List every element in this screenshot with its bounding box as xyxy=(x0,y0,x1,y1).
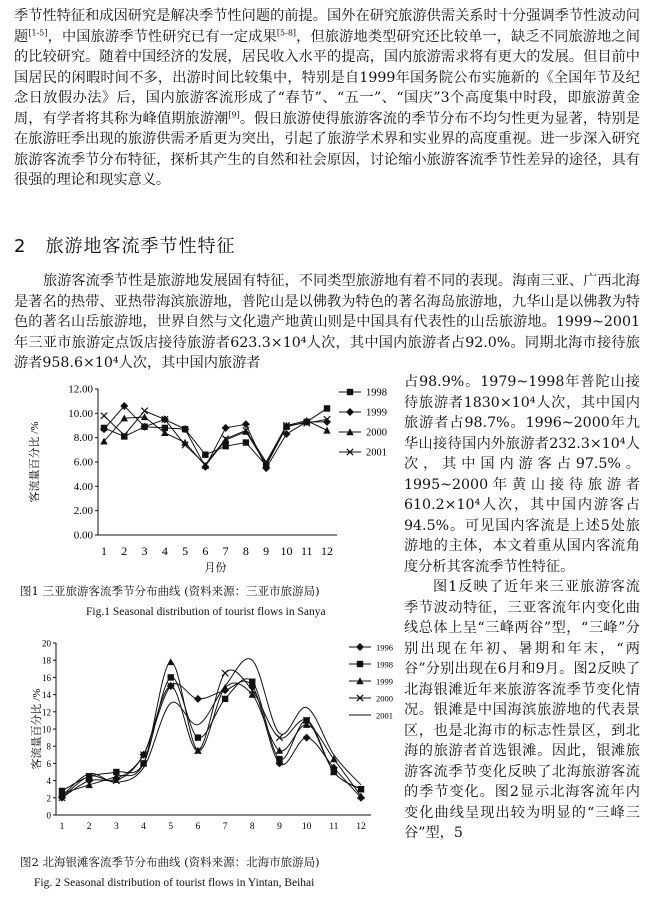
x-tick-label: 10 xyxy=(301,822,312,832)
y-tick-label: 18 xyxy=(42,655,51,666)
legend-marker xyxy=(357,661,363,667)
series-2000 xyxy=(100,413,330,469)
x-tick-label: 4 xyxy=(141,822,146,832)
legend-label: 1998 xyxy=(366,387,387,399)
y-tick-label: 20 xyxy=(42,638,51,649)
x-tick-label: 7 xyxy=(222,544,229,558)
y-tick-label: 4 xyxy=(46,776,51,787)
x-tick-label: 5 xyxy=(182,544,189,558)
y-tick-label: 4.00 xyxy=(73,480,93,493)
data-point xyxy=(121,433,127,439)
data-point xyxy=(276,756,282,762)
legend-entry-2001 xyxy=(339,448,387,459)
y-tick-label: 2.00 xyxy=(73,505,93,518)
x-tick-label: 12 xyxy=(356,822,366,832)
beihai-chart xyxy=(14,635,399,840)
x-tick-label: 9 xyxy=(277,822,282,832)
legend-label: 2001 xyxy=(376,710,393,721)
x-tick-label: 5 xyxy=(168,822,174,832)
x-tick-label: 12 xyxy=(321,544,333,558)
data-point xyxy=(243,439,249,445)
y-tick-label: 16 xyxy=(42,672,51,683)
data-point xyxy=(303,734,311,742)
data-point xyxy=(101,413,107,419)
section-heading: 2 旅游地客流季节性特征 xyxy=(14,236,236,257)
x-tick-label: 3 xyxy=(141,544,148,558)
figure-2 xyxy=(14,635,399,840)
x-tick-label: 1 xyxy=(59,822,65,832)
legend-label: 2000 xyxy=(376,693,393,704)
x-tick-label: 7 xyxy=(222,822,228,832)
data-point xyxy=(323,427,330,434)
x-tick-label: 3 xyxy=(113,822,119,832)
paragraph-intro: 季节性特征和成因研究是解决季节性问题的前提。国外在研究旅游供需关系时十分强调季节性波动问题[1-5]，中国旅游季节性研究已有一定成果[5-8]，但旅游地类型研究还比较单一，缺乏不同旅游地之间的比较研究。随着中国经济的发展，居民收入水平的提高，国内旅游需求将有更大的发展。但目前中国居民的闲暇时间不多，出游时间比较集中，特别是自1999年国务院公布实施新的《全国年节及纪念日放假办法》后，国内旅游客流形成了“春节”、“五一”、“国庆”3个高度集中时段，即旅游黄金周，有学者将其称为峰值期旅游潮[9]。假日旅游使得旅游客流的季节分布不均匀性更为显著，特别是在旅游旺季出现的旅游供需矛盾更为突出，引起了旅游学术界和实业界的高度重视。进一步深入研究旅游客流季节分布特征，探析其产生的自然和社会原因，讨论缩小旅游客流季节性差异的途径，具有很强的理论和现实意义。 xyxy=(14,8,640,188)
data-point xyxy=(249,679,255,685)
legend-entry-1996 xyxy=(349,643,393,653)
y-tick-label: 8 xyxy=(46,741,51,752)
data-point xyxy=(85,781,92,788)
legend-label: 1999 xyxy=(366,407,387,419)
data-point xyxy=(195,734,201,740)
x-tick-label: 11 xyxy=(329,822,339,832)
x-axis-label: 月份 xyxy=(204,562,227,574)
y-tick-label: 6 xyxy=(46,758,51,769)
data-point xyxy=(276,734,282,740)
x-tick-label: 2 xyxy=(121,544,128,558)
legend-label: 1999 xyxy=(376,676,393,687)
legend-entry-2000 xyxy=(339,428,387,439)
y-tick-label: 6.00 xyxy=(73,456,93,469)
data-point xyxy=(222,696,228,702)
series-line-1999 xyxy=(104,406,327,468)
legend-marker xyxy=(346,408,354,416)
data-point xyxy=(202,452,208,458)
legend-entry-1999 xyxy=(339,408,387,419)
data-point xyxy=(357,792,364,799)
y-tick-label: 12 xyxy=(42,707,51,718)
data-point xyxy=(222,424,230,432)
right-column-text-2: 图1反映了近年来三亚旅游客流季节波动特征，三亚客流年内变化曲线总体上呈“三峰两谷”型，“三峰”分别出现在年初、暑期和年末，“两谷”分别出现在6月和9月。图2反映了北海银滩近年来旅游客流季节变化情况。银滩是中国海滨旅游地的代表景区，也是北海市的标志性景区，到北海的旅游者首选银滩。因此，银滩旅游客流季节变化反映了北海旅游客流的季节变化。图2显示北海客流年内变化曲线呈现出较为明显的“三峰三谷”型，5 xyxy=(404,579,640,841)
legend-entry-1998 xyxy=(339,388,387,399)
y-tick-label: 14 xyxy=(42,690,51,701)
series-line-1999 xyxy=(62,662,361,796)
x-tick-label: 8 xyxy=(249,822,255,832)
right-column xyxy=(404,372,640,844)
x-tick-label: 9 xyxy=(263,544,270,558)
data-point xyxy=(167,658,174,665)
y-tick-label: 2 xyxy=(46,793,51,804)
x-tick-label: 8 xyxy=(242,544,249,558)
series-line-2001 xyxy=(62,659,361,796)
legend-label: 2000 xyxy=(366,427,387,439)
y-tick-label: 0.00 xyxy=(73,529,93,542)
y-tick-label: 0 xyxy=(46,810,51,821)
figure-1 xyxy=(14,380,399,580)
x-tick-label: 6 xyxy=(202,544,209,558)
series-line-2001 xyxy=(104,411,327,465)
x-tick-label: 11 xyxy=(300,544,313,558)
figure-1-caption-cn: 图1 三亚旅游客流季节分布曲线 (资料来源：三亚市旅游局) xyxy=(20,584,320,598)
legend-entry-1999 xyxy=(349,677,393,687)
x-tick-label: 6 xyxy=(195,822,201,832)
y-axis-label: 客流量百分比 /% xyxy=(31,688,43,770)
data-point xyxy=(222,670,228,676)
legend-entry-2001 xyxy=(349,711,393,721)
x-tick-label: 2 xyxy=(86,822,92,832)
data-point xyxy=(324,405,330,411)
y-axis-label: 客流量百分比 /% xyxy=(29,421,41,503)
figure-2-caption-en: Fig. 2 Seasonal distribution of tourist flows in Yintan, Beihai xyxy=(34,877,315,889)
y-tick-label: 8.00 xyxy=(73,432,93,445)
legend-label: 1998 xyxy=(376,659,393,670)
data-point xyxy=(194,695,202,703)
legend-entry-2000 xyxy=(349,694,393,704)
figure-1-caption-en: Fig.1 Seasonal distribution of tourist flows in Sanya xyxy=(86,606,326,618)
right-column-text-1: 占98.9%。1979~1998年普陀山接待旅游者1830×10⁴人次，其中国内旅游者占98.7%。1996~2000年九华山接待国内外旅游者232.3×10⁴人次，其中国内游客占97.5%。1995~2000年黄山接待旅游者610.2×10⁴人次，其中国内游客占94.5%。可见国内客流是上述5处旅游地的主体，本文着重从国内客流角度分析其客流季节性特征。 xyxy=(404,374,640,575)
x-tick-label: 1 xyxy=(101,544,107,558)
x-tick-label: 4 xyxy=(161,544,168,558)
legend-entry-1998 xyxy=(349,660,393,670)
figure-2-caption-cn: 图2 北海银滩客流季节分布曲线 (资料来源：北海市旅游局) xyxy=(20,855,320,869)
series-2001 xyxy=(62,659,361,796)
sanya-chart xyxy=(14,380,399,580)
legend-label: 1996 xyxy=(376,642,393,653)
data-point xyxy=(141,408,147,414)
series-1998 xyxy=(59,674,364,794)
series-1999 xyxy=(100,402,331,472)
legend-label: 2001 xyxy=(366,447,387,459)
series-1998 xyxy=(101,405,330,469)
x-tick-label: 10 xyxy=(280,544,293,558)
y-tick-label: 10 xyxy=(42,724,51,735)
legend-marker xyxy=(356,643,364,651)
y-tick-label: 10.00 xyxy=(68,407,93,420)
legend-marker xyxy=(347,389,353,395)
y-tick-label: 12.00 xyxy=(68,383,93,396)
data-point xyxy=(222,443,228,449)
paragraph-section2: 旅游客流季节性是旅游地发展固有特征，不同类型旅游地有着不同的表现。海南三亚、广西北海是著名的热带、亚热带海滨旅游地，普陀山是以佛教为特色的著名海岛旅游地，九华山是以佛教为特色的著名山岳旅游地，世界自然与文化遗产地黄山则是中国具有代表性的山岳旅游地。1999~2001年三亚市旅游定点饭店接待旅游者623.3×10⁴人次，其中国内旅游者占92.0%。同期北海市接待旅游者958.6×10⁴人次，其中国内旅游者 xyxy=(14,273,640,371)
data-point xyxy=(168,674,174,680)
